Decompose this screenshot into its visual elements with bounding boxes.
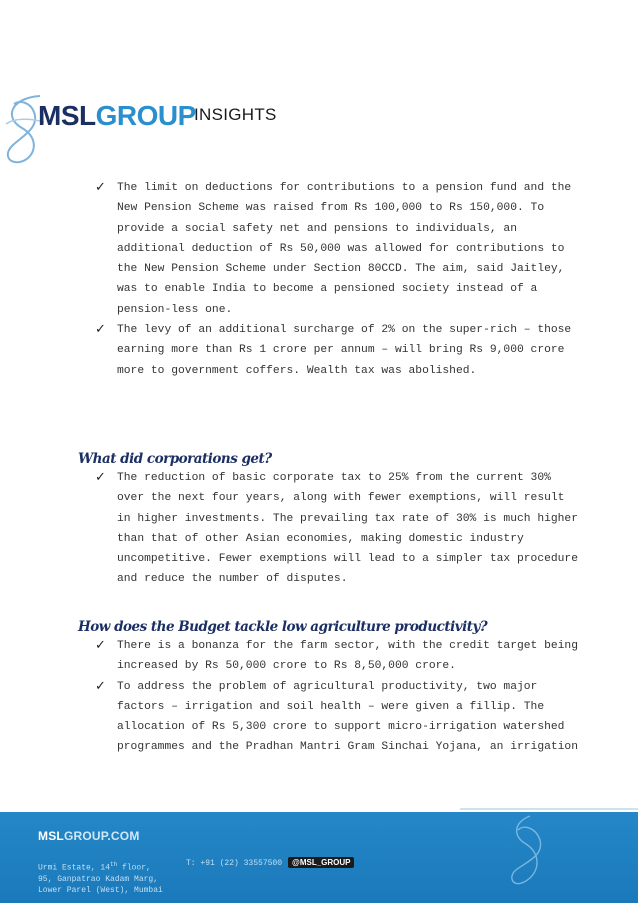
text-line: factors – irrigation and soil health – were given a fillip. The [117, 700, 545, 713]
list-item [95, 178, 610, 320]
list-item [95, 677, 610, 758]
text-line: was to enable India to become a pensioned society instead of a [117, 283, 538, 296]
footer-logo-group: GROUP.COM [63, 829, 140, 843]
text-line: over the next four years, along with fewer exemptions, will result [117, 492, 565, 505]
footer-address [38, 859, 163, 896]
list-item [95, 320, 610, 381]
agriculture-heading: How does the Budget tackle low agriculture productivity? [78, 619, 488, 635]
footer-divider [460, 808, 638, 810]
text-line: earning more than Rs 1 crore per annum – will bring Rs 9,000 crore [117, 344, 565, 357]
footer-swirl-icon [500, 812, 560, 903]
text-line: in higher investments. The prevailing tax rate of 30% is much higher [117, 512, 578, 525]
text-line: additional deduction of Rs 50,000 was allowed for contributions to [117, 242, 565, 255]
text-line: programmes and the Pradhan Mantri Gram Sinchai Yojana, an irrigation [117, 741, 578, 754]
check-icon: ✓ [95, 180, 106, 195]
text-line: increased by Rs 50,000 crore to Rs 8,50,000 crore. [117, 660, 456, 673]
corporations-heading: What did corporations get? [78, 451, 272, 467]
text-line: than that of other Asian economies, making domestic industry [117, 532, 524, 545]
check-icon: ✓ [95, 678, 106, 694]
text-line: The reduction of basic corporate tax to 25% from the current 30% [117, 472, 551, 484]
text-line: the New Pension Scheme under Section 80CCD. The aim, said Jaitley, [117, 263, 565, 276]
text-line: New Pension Scheme was raised from Rs 100,000 to Rs 150,000. To [117, 202, 545, 215]
section1-list [95, 178, 610, 381]
check-icon: ✓ [95, 470, 106, 485]
msl-group-logo [38, 100, 196, 132]
check-icon: ✓ [95, 322, 106, 338]
address-line: 95, Ganpatrao Kadam Marg, [38, 874, 159, 884]
page-footer [0, 812, 638, 903]
text-line: There is a bonanza for the farm sector, with the credit target being [117, 640, 578, 652]
list-item [95, 468, 610, 590]
list-item [95, 636, 610, 677]
page-title: INSIGHTS [194, 105, 277, 124]
text-line: pension-less one. [117, 303, 233, 316]
logo-group: GROUP [95, 100, 196, 131]
text-line: and reduce the number of disputes. [117, 573, 348, 586]
text-line: more to government coffers. Wealth tax was abolished. [117, 364, 477, 377]
text-line: provide a social safety net and pensions to individuals, an [117, 222, 517, 235]
text-line: The levy of an additional surcharge of 2% on the super-rich – those [117, 324, 572, 337]
text-line: uncompetitive. Fewer exemptions will lead to a simpler tax procedure [117, 553, 578, 566]
address-line: Urmi Estate, 14th floor, [38, 861, 151, 873]
page-header [0, 88, 638, 168]
address-line: Lower Parel (West), Mumbai [38, 885, 163, 895]
section3-list [95, 636, 610, 758]
footer-logo-msl: MSL [38, 829, 64, 843]
logo-msl: MSL [38, 100, 96, 131]
section2-list [95, 468, 610, 590]
twitter-handle[interactable]: @MSL_GROUP [288, 857, 354, 868]
footer-phone: T: +91 (22) 33557500 [186, 859, 283, 868]
footer-logo [38, 829, 140, 843]
text-line: To address the problem of agricultural productivity, two major [117, 680, 538, 693]
text-line: allocation of Rs 5,300 crore to support micro-irrigation watershed [117, 721, 565, 734]
check-icon: ✓ [95, 638, 106, 653]
text-line: The limit on deductions for contributions to a pension fund and the [117, 182, 572, 194]
